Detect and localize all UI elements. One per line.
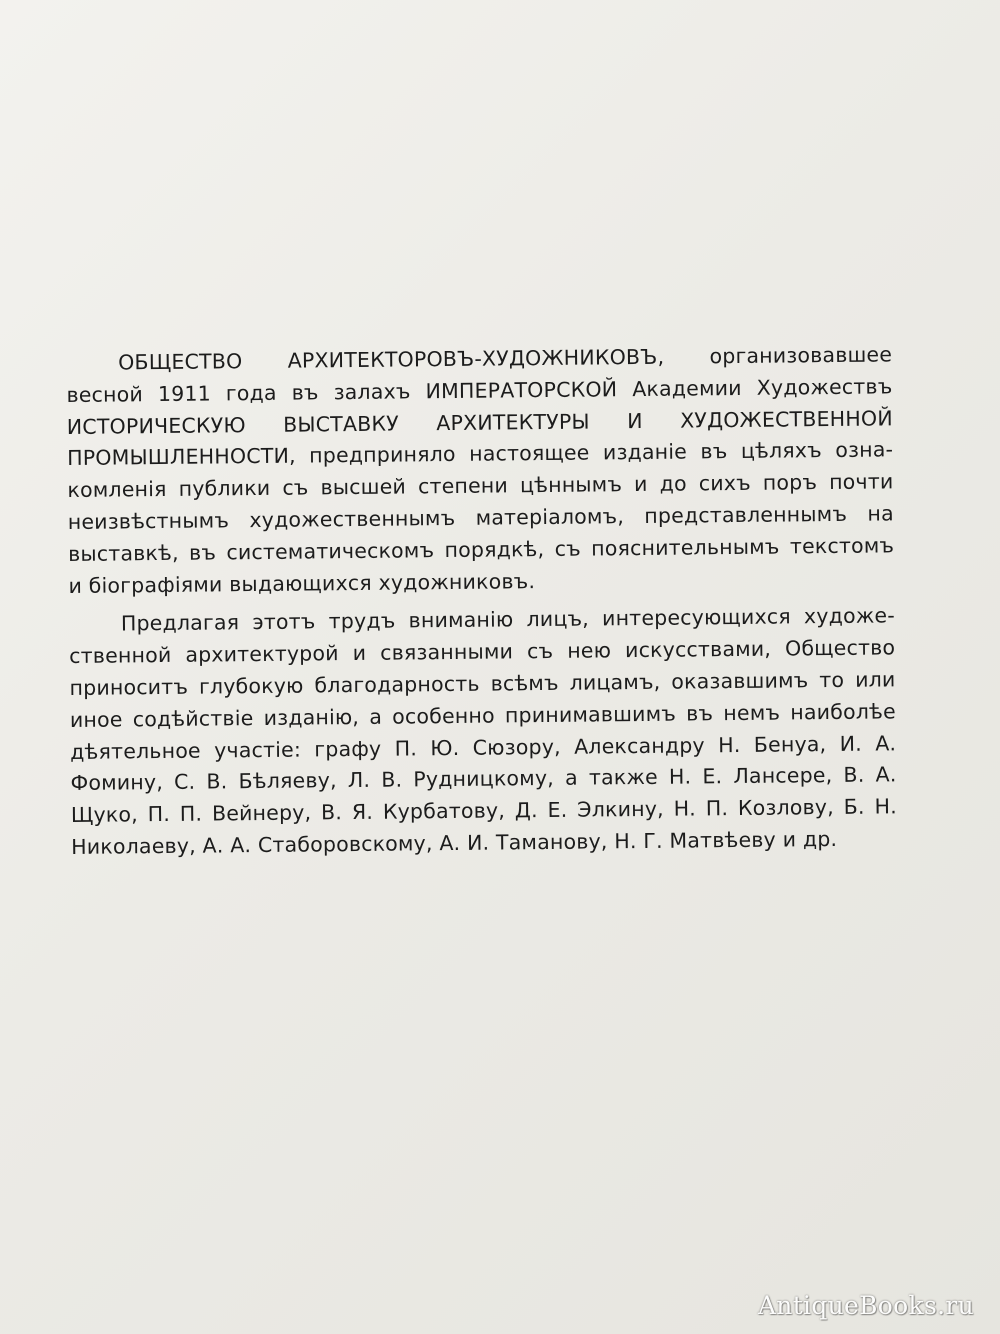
text-line: Николаеву, А. А. Стаборовскому, А. И. Таманову, Н. Г. Матвѣеву и др. bbox=[71, 826, 838, 859]
text-line: дѣятельное участіе: графу П. Ю. Сюзору, Александру Н. Бенуа, И. А. bbox=[70, 730, 897, 764]
text-line: ИСТОРИЧЕСКУЮ ВЫСТАВКУ АРХИТЕКТУРЫ И ХУДОЖЕСТВЕННОЙ bbox=[66, 405, 893, 439]
paragraph-2 bbox=[69, 601, 898, 864]
text-line: приноситъ глубокую благодарность всѣмъ лицамъ, оказавшимъ то или bbox=[69, 667, 896, 700]
text-line: ПРОМЫШЛЕННОСТИ, предприняло настоящее изданіе въ цѣляхъ озна- bbox=[67, 437, 894, 471]
watermark: AntiqueBooks.ru bbox=[757, 1291, 974, 1320]
text-line: неизвѣстнымъ художественнымъ матеріаломъ, представленнымъ на bbox=[67, 501, 894, 534]
text-line: ственной архитектурой и связанными съ нею искусствами, Общество bbox=[69, 635, 896, 669]
text-line: комленія публики съ высшей степени цѣннымъ и до сихъ поръ почти bbox=[67, 469, 894, 503]
text-block bbox=[66, 339, 897, 863]
text-line: иное содѣйствіе изданію, а особенно принимавшимъ въ немъ наиболѣе bbox=[69, 699, 896, 732]
text-line: выставкѣ, въ систематическомъ порядкѣ, съ пояснительнымъ текстомъ bbox=[68, 533, 895, 566]
text-line: весной 1911 года въ залахъ ИМПЕРАТОРСКОЙ Академии Художествъ bbox=[66, 374, 893, 407]
paragraph-1 bbox=[66, 339, 895, 602]
text-line: Предлагая этотъ трудъ вниманію лицъ, интересующихся художе- bbox=[120, 603, 895, 636]
text-line: ОБЩЕСТВО АРХИТЕКТОРОВЪ-ХУДОЖНИКОВЪ, организовавшее bbox=[118, 342, 893, 375]
text-line: Фомину, С. В. Бѣляеву, Л. В. Рудницкому, а также Н. Е. Лансере, В. А. bbox=[70, 762, 897, 796]
text-line: Щуко, П. П. Вейнеру, В. Я. Курбатову, Д. Е. Элкину, Н. П. Козлову, Б. Н. bbox=[70, 794, 897, 828]
text-line: и біографіями выдающихся художниковъ. bbox=[68, 568, 536, 598]
